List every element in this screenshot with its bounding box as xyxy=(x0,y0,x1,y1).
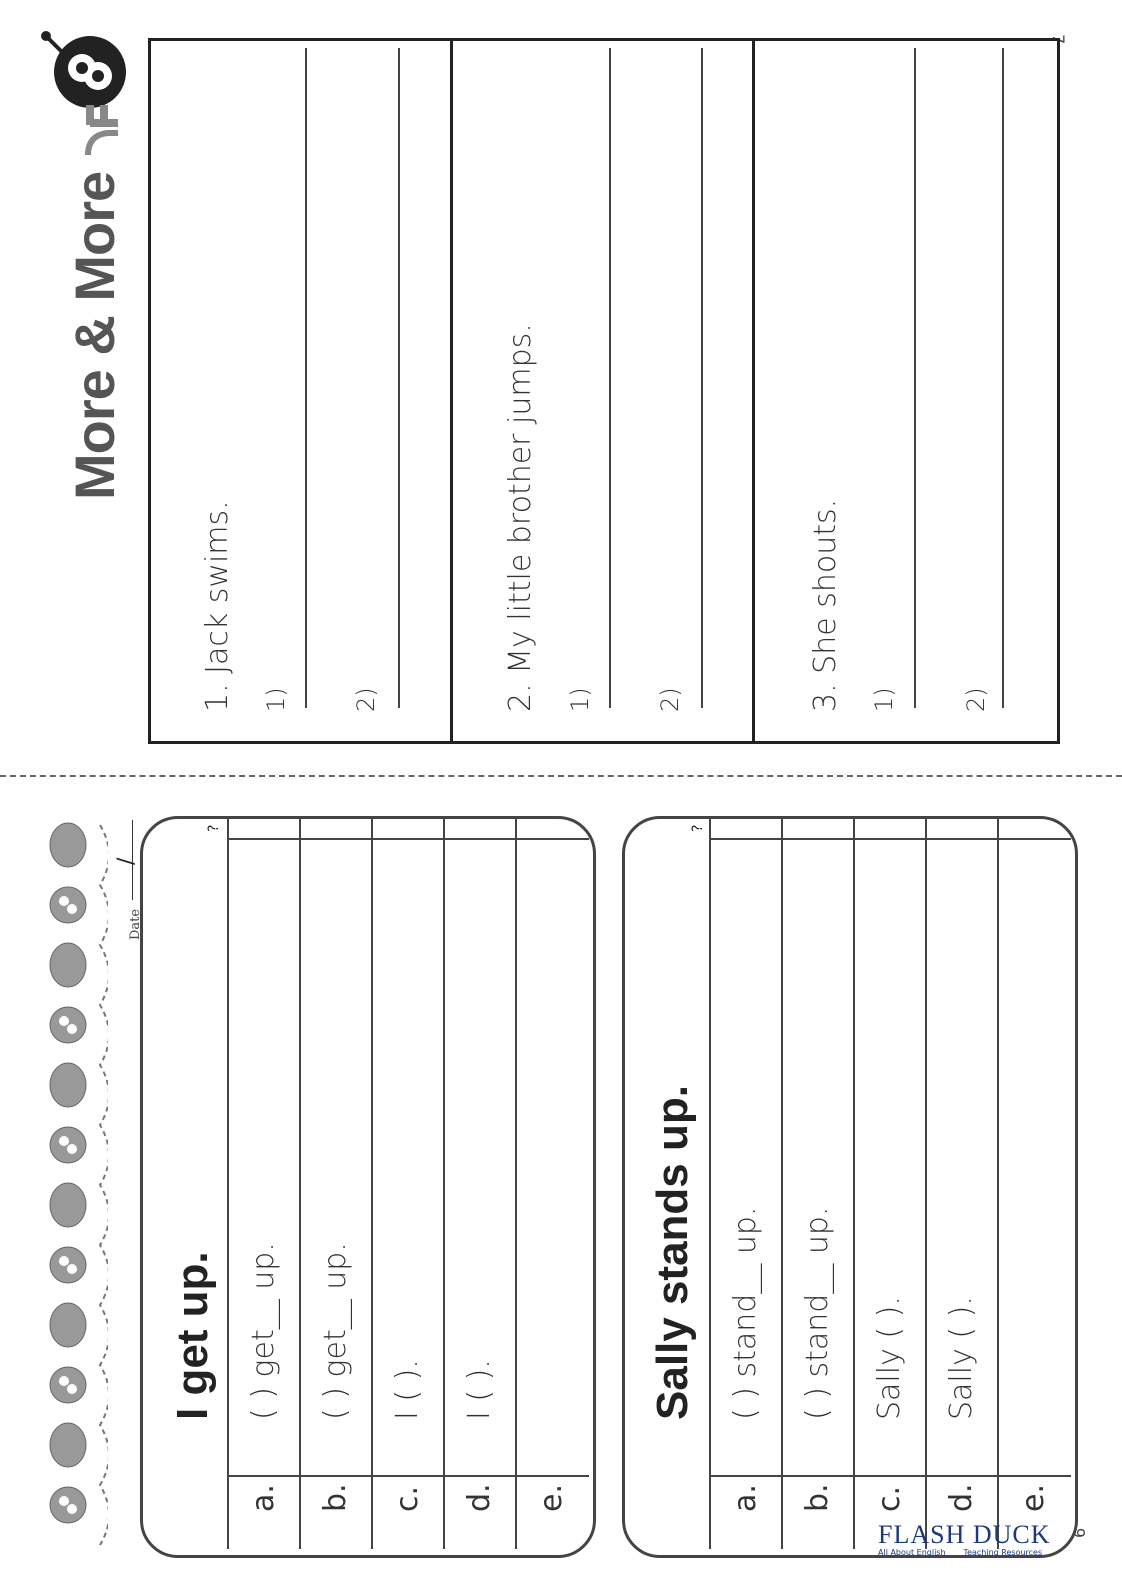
answer-line[interactable] xyxy=(305,48,307,708)
writing-prompt: 2. My little brother jumps. xyxy=(503,323,538,712)
row-label: a. xyxy=(246,1484,281,1512)
corner-mark: ? xyxy=(206,824,222,832)
row-label: c. xyxy=(390,1485,425,1512)
panel-title: I get up. xyxy=(168,1251,217,1420)
brand-tagline-left: All About English xyxy=(878,1548,946,1557)
panel-row-line xyxy=(443,819,445,1549)
fold-line xyxy=(0,775,1122,777)
row-label: d. xyxy=(944,1483,979,1512)
date-slash: / xyxy=(114,857,139,865)
corner-mark: ? xyxy=(690,824,706,832)
row-label: a. xyxy=(728,1484,763,1512)
answer-line-label: 1) xyxy=(262,687,290,712)
panel-col-line xyxy=(709,838,1071,840)
answer-line-label: 2) xyxy=(962,687,990,712)
answer-line[interactable] xyxy=(609,48,611,708)
answer-line-label: 2) xyxy=(656,687,684,712)
panel-row-line xyxy=(371,819,373,1549)
box-divider xyxy=(752,38,755,741)
answer-line[interactable] xyxy=(398,48,400,708)
writing-prompt: 1. Jack swims. xyxy=(200,500,235,712)
row-text: I ( ). xyxy=(390,1359,425,1420)
exercise-panel-1 xyxy=(140,816,596,1558)
panel-row-line xyxy=(781,819,783,1549)
panel-row-line xyxy=(709,819,711,1549)
robot-border xyxy=(28,815,108,1555)
row-label: c. xyxy=(872,1485,907,1512)
sf-logo-icon xyxy=(78,95,128,165)
brand-tagline-right: Teaching Resources xyxy=(963,1548,1043,1557)
row-text: I ( ). xyxy=(462,1359,497,1420)
row-text: ( ) get__ up. xyxy=(318,1242,353,1420)
panel-row-line xyxy=(997,819,999,1549)
page-number-right: 7 xyxy=(1049,34,1068,45)
row-label: d. xyxy=(462,1483,497,1512)
page-number-left: 6 xyxy=(1070,1527,1089,1538)
row-text: Sally ( ). xyxy=(872,1296,907,1420)
answer-line[interactable] xyxy=(914,48,916,708)
panel-row-line xyxy=(227,819,229,1549)
panel-row-line xyxy=(515,819,517,1549)
row-label: b. xyxy=(800,1483,835,1512)
row-label: e. xyxy=(1016,1484,1051,1512)
panel-row-line xyxy=(299,819,301,1549)
date-label: Date xyxy=(128,908,143,940)
row-text: ( ) stand__ up. xyxy=(728,1206,763,1420)
row-text: ( ) get__ up. xyxy=(246,1242,281,1420)
page-title: More & More xyxy=(63,171,126,500)
answer-line[interactable] xyxy=(1002,48,1004,708)
writing-box xyxy=(148,38,1060,744)
panel-col-line xyxy=(709,1475,1071,1477)
brand-logo xyxy=(878,1520,1068,1580)
writing-prompt: 3. She shouts. xyxy=(808,498,843,712)
box-divider xyxy=(450,38,453,741)
answer-line[interactable] xyxy=(701,48,703,708)
panel-row-line xyxy=(925,819,927,1549)
panel-row-line xyxy=(853,819,855,1549)
panel-col-line xyxy=(227,838,589,840)
answer-line-label: 1) xyxy=(566,687,594,712)
row-label: b. xyxy=(318,1483,353,1512)
answer-line-label: 1) xyxy=(870,687,898,712)
panel-col-line xyxy=(227,1475,589,1477)
brand-name: FLASH DUCK xyxy=(878,1520,1051,1549)
row-text: Sally ( ). xyxy=(944,1296,979,1420)
panel-title: Sally stands up. xyxy=(648,1085,697,1420)
row-label: e. xyxy=(534,1484,569,1512)
answer-line-label: 2) xyxy=(352,687,380,712)
row-text: ( ) stand__ up. xyxy=(800,1206,835,1420)
